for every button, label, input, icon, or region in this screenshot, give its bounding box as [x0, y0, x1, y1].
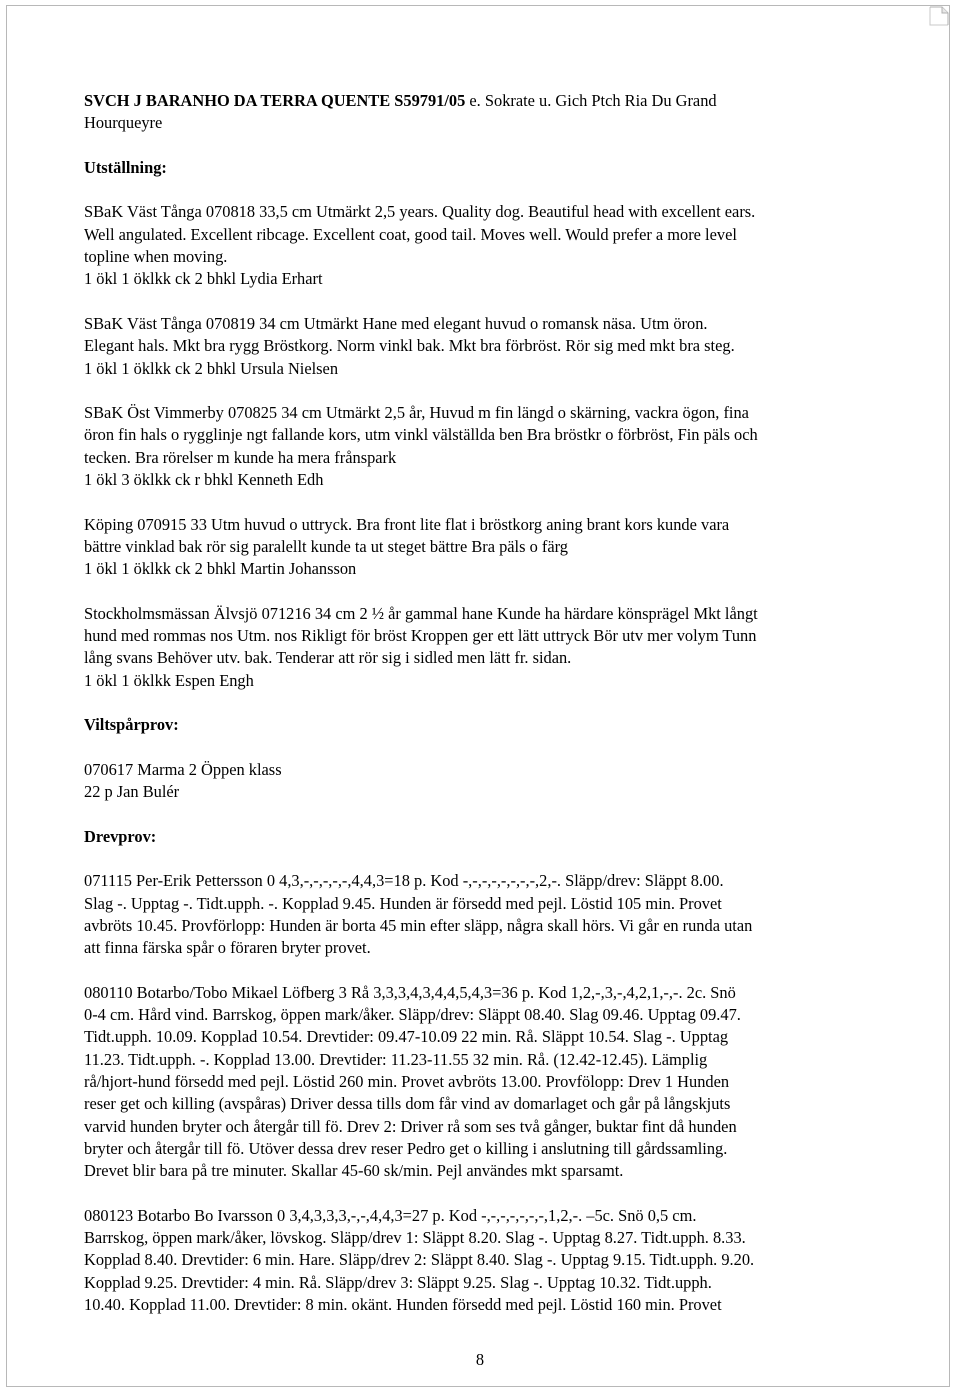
entry-line: 071115 Per-Erik Pettersson 0 4,3,-,-,-,-,-,4,4,3=18 p. Kod -,-,-,-,-,-,-,-,2,-. Släpp/drev: Släppt 8.00.: [84, 871, 724, 891]
tracking-heading: Viltspårprov:: [84, 715, 179, 735]
entry-line: reser get och killing (avspåras) Driver dessa tills dom får vind av domarlaget och går på långskjuts: [84, 1094, 731, 1114]
page-fold-icon: [928, 5, 950, 27]
exhibition-entry: [84, 402, 884, 491]
entry-line: Kopplad 9.25. Drevtider: 4 min. Rå. Släpp/drev 3: Släppt 9.25. Slag -. Upptag 10.32. Tidt.upph.: [84, 1272, 712, 1292]
entry-line: 080123 Botarbo Bo Ivarsson 0 3,4,3,3,3,-,-,4,4,3=27 p. Kod -,-,-,-,-,-,-,1,2,-. –5c. Snö 0,5 cm.: [84, 1205, 697, 1225]
entry-result: 1 ökl 1 öklkk ck 2 bhkl Ursula Nielsen: [84, 358, 339, 378]
entry-line: 0-4 cm. Hård vind. Barrskog, öppen mark/åker. Släpp/drev: Släppt 08.40. Slag 09.46. Upptag 09.47.: [84, 1005, 741, 1025]
entry-line: varvid hunden bryter och återgår till fö. Drev 2: Driver rå som ses två gånger, buktar fint då hunden: [84, 1116, 737, 1136]
entry-line: SBaK Väst Tånga 070819 34 cm Utmärkt Hane med elegant huvud o romansk näsa. Utm öron.: [84, 313, 708, 333]
entry-line: Stockholmsmässan Älvsjö 071216 34 cm 2 ½ år gammal hane Kunde ha härdare könsprägel Mkt långt: [84, 603, 758, 623]
entry-line: bryter och återgår till fö. Utöver dessa drev reser Pedro get o killing i anslutning till gårdssamling.: [84, 1138, 728, 1158]
entry-line: Barrskog, öppen mark/åker, lövskog. Släpp/drev 1: Släppt 8.20. Slag -. Upptag 8.27. Tidt.upph. 8.33.: [84, 1228, 746, 1248]
dog-name: SVCH J BARANHO DA TERRA QUENTE S59791/05: [84, 91, 466, 110]
entry-line: Köping 070915 33 Utm huvud o uttryck. Bra front lite flat i bröstkorg aning brant kors kunde vara: [84, 514, 730, 534]
entry-line: rå/hjort-hund försedd med pejl. Löstid 260 min. Provet avbröts 13.00. Provfölopp: Drev 1 Hunden: [84, 1072, 730, 1092]
hunting-entry: [84, 982, 884, 1183]
entry-line: avbröts 10.45. Provförlopp: Hunden är borta 45 min efter släpp, några skall hörs. Vi går en runda utan: [84, 915, 753, 935]
entry-result: 1 ökl 3 öklkk ck r bhkl Kenneth Edh: [84, 470, 324, 490]
exhibition-entry: [84, 313, 884, 380]
entry-line: att finna färska spår o föraren bryter provet.: [84, 938, 371, 958]
hunting-entry: [84, 870, 884, 959]
exhibition-entry: [84, 514, 884, 581]
hunting-entry: [84, 1205, 884, 1316]
entry-line: Drevet blir bara på tre minuter. Skallar 45-60 sk/min. Pejl användes mkt sparsamt.: [84, 1161, 624, 1181]
entry-line: Tidt.upph. 10.09. Kopplad 10.54. Drevtider: 09.47-10.09 22 min. Rå. Släppt 10.54. Slag -. Upptag: [84, 1027, 729, 1047]
parentage: e. Sokrate u. Gich Ptch Ria Du Grand: [465, 91, 717, 110]
entry-line: SBaK Väst Tånga 070818 33,5 cm Utmärkt 2,5 years. Quality dog. Beautiful head with excellent ears.: [84, 202, 756, 222]
entry-line: öron fin hals o rygglinje ngt fallande kors, utm vinkl välställda ben Bra bröstkr o förbröst, Fin päls och: [84, 425, 758, 445]
entry-line: Slag -. Upptag -. Tidt.upph. -. Kopplad 9.45. Hunden är försedd med pejl. Löstid 105 min. Provet: [84, 893, 722, 913]
entry-result: 1 ökl 1 öklkk Espen Engh: [84, 670, 254, 690]
entry-line: Elegant hals. Mkt bra rygg Bröstkorg. Norm vinkl bak. Mkt bra förbröst. Rör sig med mkt bra steg.: [84, 336, 735, 356]
entry-line: tecken. Bra rörelser m kunde ha mera frånspark: [84, 447, 397, 467]
entry-line: 11.23. Tidt.upph. -. Kopplad 13.00. Drevtider: 11.23-11.55 32 min. Rå. (12.42-12.45). Lämplig: [84, 1049, 708, 1069]
entry-line: 070617 Marma 2 Öppen klass: [84, 759, 282, 779]
exhibition-entry: [84, 201, 884, 290]
entry-line: lång svans Behöver utv. bak. Tenderar att rör sig i sidled men lätt fr. sidan.: [84, 648, 572, 668]
dog-header: [84, 90, 884, 112]
entry-line: Kopplad 8.40. Drevtider: 6 min. Hare. Släpp/drev 2: Släppt 8.40. Slag -. Upptag 9.15. Tidt.upph. 9.20.: [84, 1250, 755, 1270]
entry-line: topline when moving.: [84, 247, 228, 267]
entry-result: 1 ökl 1 öklkk ck 2 bhkl Martin Johansson: [84, 559, 357, 579]
entry-line: hund med rommas nos Utm. nos Rikligt för bröst Kroppen ger ett lätt uttryck Bör utv mer volym Tunn: [84, 626, 757, 646]
entry-result: 22 p Jan Bulér: [84, 782, 180, 802]
entry-line: bättre vinklad bak rör sig paralellt kunde ta ut steget bättre Bra päls o färg: [84, 536, 568, 556]
entry-line: 080110 Botarbo/Tobo Mikael Löfberg 3 Rå 3,3,3,4,3,4,4,5,4,3=36 p. Kod 1,2,-,3,-,4,2,1,-,-. 2c. Snö: [84, 982, 736, 1002]
tracking-entry: [84, 759, 884, 804]
entry-line: 10.40. Kopplad 11.00. Drevtider: 8 min. okänt. Hunden försedd med pejl. Löstid 160 min. Provet: [84, 1295, 722, 1315]
parentage-continued: Hourqueyre: [84, 113, 163, 133]
page-number: 8: [475, 1350, 485, 1369]
document-body: [84, 90, 884, 1316]
entry-result: 1 ökl 1 öklkk ck 2 bhkl Lydia Erhart: [84, 269, 323, 289]
entry-line: Well angulated. Excellent ribcage. Excellent coat, good tail. Moves well. Would prefer a more level: [84, 224, 737, 244]
exhibition-entry: [84, 603, 884, 692]
exhibition-heading: Utställning:: [84, 157, 167, 177]
entry-line: SBaK Öst Vimmerby 070825 34 cm Utmärkt 2,5 år, Huvud m fin längd o skärning, vackra ögon, fina: [84, 403, 749, 423]
hunting-heading: Drevprov:: [84, 826, 157, 846]
